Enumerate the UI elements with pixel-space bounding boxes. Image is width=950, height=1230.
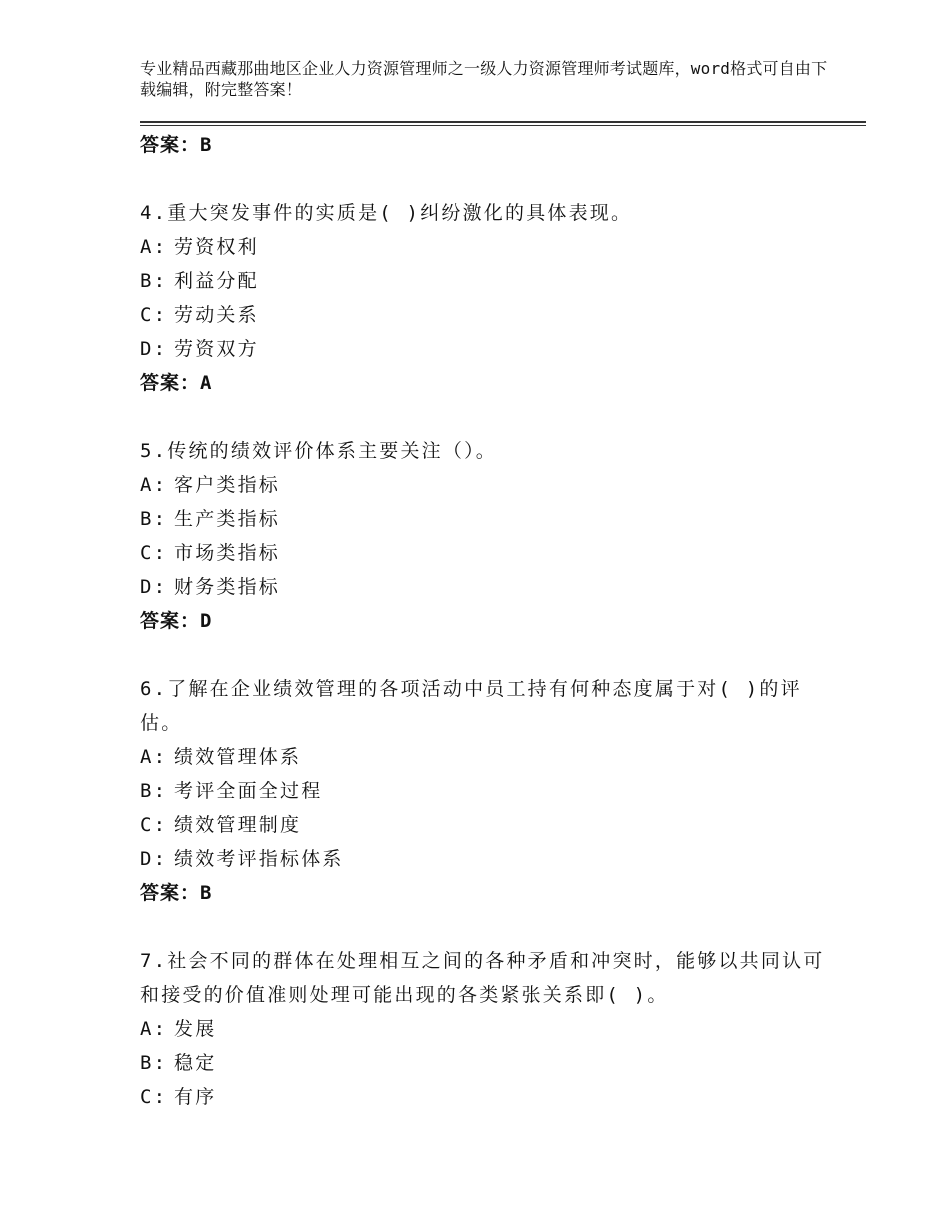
question-stem: 6.了解在企业绩效管理的各项活动中员工持有何种态度属于对( )的评估。: [140, 678, 802, 734]
option-c: C: 劳动关系: [140, 304, 259, 326]
answer-line: 答案：B: [140, 134, 213, 156]
option-d: D: 绩效考评指标体系: [140, 848, 344, 870]
option-b: B: 稳定: [140, 1052, 217, 1074]
option-b: B: 利益分配: [140, 270, 259, 292]
question-5: [140, 434, 830, 638]
question-list: [140, 128, 830, 1148]
option-c: C: 有序: [140, 1086, 217, 1108]
option-d: D: 财务类指标: [140, 576, 281, 598]
question-6: [140, 672, 830, 910]
answer-line: 答案：B: [140, 882, 213, 904]
question-4: [140, 196, 830, 400]
question-stem: 4.重大突发事件的实质是( )纠纷激化的具体表现。: [140, 202, 633, 224]
option-a: A: 客户类指标: [140, 474, 281, 496]
document-header: [140, 58, 840, 100]
option-a: A: 发展: [140, 1018, 217, 1040]
question-stem: 7.社会不同的群体在处理相互之间的各种矛盾和冲突时，能够以共同认可和接受的价值准则处理可能出现的各类紧张关系即( )。: [140, 950, 825, 1006]
header-divider-thick: [140, 121, 866, 123]
option-c: C: 绩效管理制度: [140, 814, 302, 836]
answer-line: 答案：A: [140, 372, 213, 394]
question-stem: 5.传统的绩效评价体系主要关注（）。: [140, 440, 497, 462]
option-c: C: 市场类指标: [140, 542, 281, 564]
option-a: A: 劳资权利: [140, 236, 259, 258]
header-divider-thin: [140, 125, 866, 126]
option-a: A: 绩效管理体系: [140, 746, 302, 768]
option-b: B: 生产类指标: [140, 508, 281, 530]
question-7: [140, 944, 830, 1114]
option-d: D: 劳资双方: [140, 338, 259, 360]
header-text: 专业精品西藏那曲地区企业人力资源管理师之一级人力资源管理师考试题库，word格式可自由下载编辑，附完整答案！: [140, 59, 828, 99]
answer-line: 答案：D: [140, 610, 213, 632]
option-b: B: 考评全面全过程: [140, 780, 323, 802]
